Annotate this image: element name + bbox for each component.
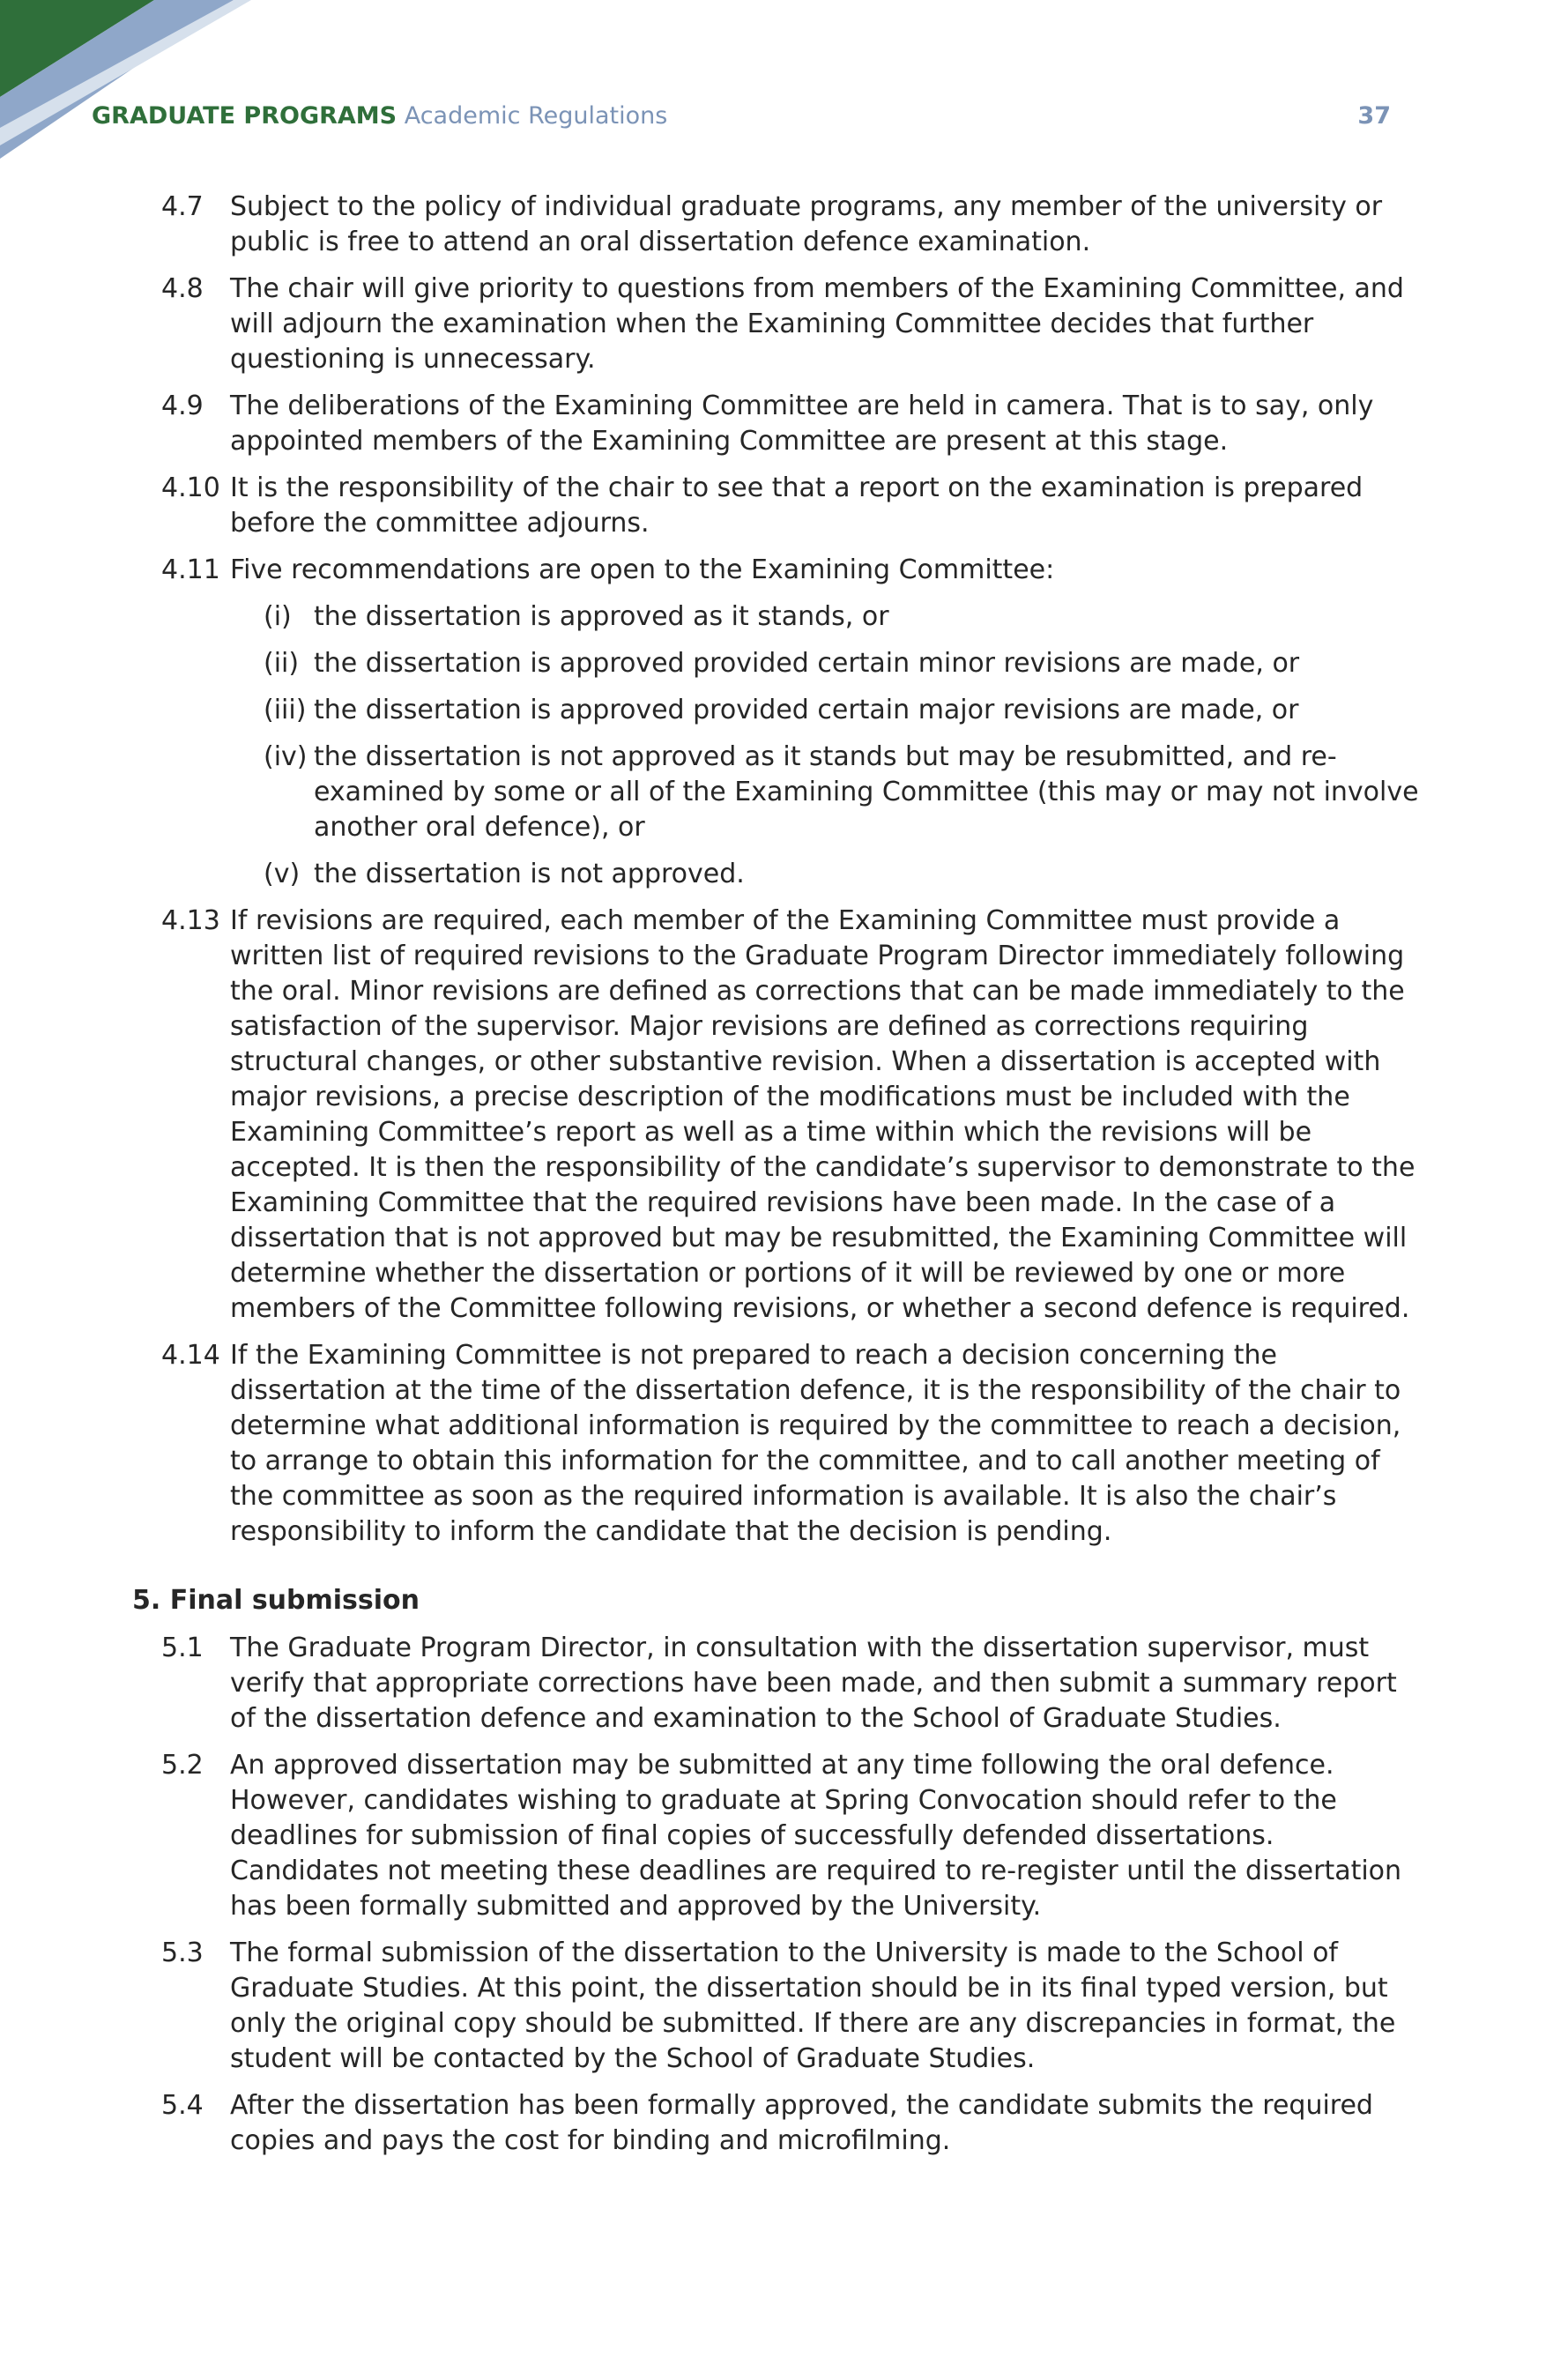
item-text: After the dissertation has been formally approved, the candidate submits the required copies and pays the cost for binding and microfilming. xyxy=(230,2090,1373,2156)
list-item xyxy=(161,471,1422,541)
item-number: 4.7 xyxy=(161,191,204,222)
item-text: The deliberations of the Examining Committee are held in camera. That is to say, only appointed members of the Examining Committee are present at this stage. xyxy=(230,390,1374,457)
item-text: The formal submission of the dissertation to the University is made to the School of Graduate Studies. At this point, the dissertation should be in its final typed version, but only the original copy should be submitted. If there are any discrepancies in format, the student will be contacted by the School of Graduate Studies. xyxy=(230,1937,1396,2074)
item-number: 4.14 xyxy=(161,1340,220,1371)
recommendation-item xyxy=(161,599,1422,635)
page-number: 37 xyxy=(1357,102,1391,130)
item-number: 4.11 xyxy=(161,554,220,585)
item-text: Subject to the policy of individual graduate programs, any member of the university or public is free to attend an oral dissertation defence examination. xyxy=(230,191,1383,257)
item-number: 4.8 xyxy=(161,273,204,304)
list-item xyxy=(161,271,1422,377)
item-text: If revisions are required, each member of the Examining Committee must provide a written list of required revisions to the Graduate Program Director immediately following the oral. Minor revisions are defined as corrections that can be made immediately to the satisfaction of the supervisor. Major revisions are defined as corrections requiring structural changes, or other substantive revision. When a dissertation is accepted with major revisions, a precise description of the modifications must be included with the Examining Committee’s report as well as a time within which the revisions will be accepted. It is then the responsibility of the candidate’s supervisor to demonstrate to the Examining Committee that the required revisions have been made. In the case of a dissertation that is not approved but may be resubmitted, the Examining Committee will determine whether the dissertation or portions of it will be reviewed by one or more members of the Committee following revisions, or whether a second defence is required. xyxy=(230,905,1416,1324)
item-number: 5.3 xyxy=(161,1937,204,1968)
recommendation-item xyxy=(161,646,1422,681)
recommendation-text: the dissertation is approved as it stands, or xyxy=(314,601,889,632)
list-item xyxy=(161,553,1422,588)
item-number: 5.1 xyxy=(161,1633,204,1663)
recommendation-item xyxy=(161,693,1422,728)
recommendation-text: the dissertation is not approved as it stands but may be resubmitted, and re-examined by some or all of the Examining Committee (this may or may not involve another oral defence), or xyxy=(314,741,1419,843)
item-text: The Graduate Program Director, in consultation with the dissertation supervisor, must verify that appropriate corrections have been made, and then submit a summary report of the dissertation defence and examination to the School of Graduate Studies. xyxy=(230,1633,1397,1734)
item-text: If the Examining Committee is not prepared to reach a decision concerning the dissertation at the time of the dissertation defence, it is the responsibility of the chair to determine what additional information is required by the committee to reach a decision, to arrange to obtain this information for the committee, and to call another meeting of the committee as soon as the required information is available. It is also the chair’s responsibility to inform the candidate that the decision is pending. xyxy=(230,1340,1401,1547)
list-item xyxy=(161,2088,1422,2159)
recommendation-number: (iii) xyxy=(264,695,307,725)
section-heading: 5. Final submission xyxy=(132,1585,420,1616)
recommendation-text: the dissertation is approved provided certain minor revisions are made, or xyxy=(314,648,1300,679)
item-number: 5.4 xyxy=(161,2090,204,2121)
recommendation-number: (iv) xyxy=(264,741,308,772)
item-text: It is the responsibility of the chair to see that a report on the examination is prepared before the committee adjourns. xyxy=(230,472,1364,539)
list-item xyxy=(161,1936,1422,2077)
recommendation-text: the dissertation is approved provided certain major revisions are made, or xyxy=(314,695,1299,725)
item-text: Five recommendations are open to the Examining Committee: xyxy=(230,554,1055,585)
page-header xyxy=(92,99,1391,134)
recommendation-number: (i) xyxy=(264,601,292,632)
item-text: The chair will give priority to questions from members of the Examining Committee, and will adjourn the examination when the Examining Committee decides that further questioning is unnecessary. xyxy=(230,273,1404,375)
recommendation-item xyxy=(161,857,1422,892)
list-item xyxy=(161,190,1422,260)
corner-decoration xyxy=(0,0,264,159)
header-section: Academic Regulations xyxy=(404,102,668,130)
list-item xyxy=(161,904,1422,1327)
recommendation-number: (v) xyxy=(264,859,301,889)
item-number: 5.2 xyxy=(161,1750,204,1781)
list-item xyxy=(161,1748,1422,1924)
list-item xyxy=(161,1338,1422,1550)
page-content xyxy=(132,190,1422,2170)
recommendation-text: the dissertation is not approved. xyxy=(314,859,745,889)
item-text: An approved dissertation may be submitted at any time following the oral defence. However, candidates wishing to graduate at Spring Convocation should refer to the deadlines for submission of final copies of successfully defended dissertations. Candidates not meeting these deadlines are required to re-register until the dissertation has been formally submitted and approved by the University. xyxy=(230,1750,1402,1922)
list-item xyxy=(161,1631,1422,1737)
recommendation-number: (ii) xyxy=(264,648,300,679)
item-number: 4.9 xyxy=(161,390,204,421)
item-number: 4.13 xyxy=(161,905,220,936)
list-item xyxy=(161,389,1422,459)
header-program: GRADUATE PROGRAMS xyxy=(92,102,398,130)
item-number: 4.10 xyxy=(161,472,220,503)
recommendation-item xyxy=(161,740,1422,845)
